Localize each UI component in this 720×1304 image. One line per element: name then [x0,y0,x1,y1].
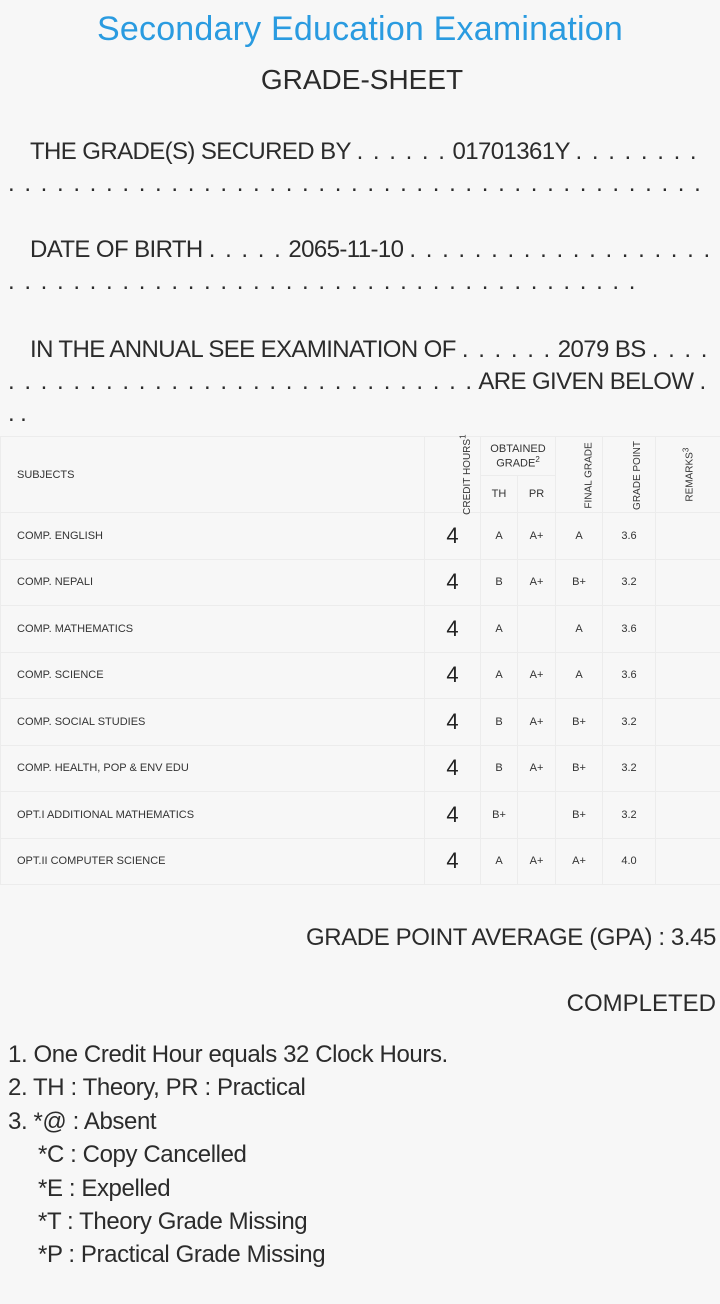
remarks-cell [656,606,720,653]
table-row [1,559,720,606]
credit-cell: 4 [425,513,481,560]
credit-cell: 4 [425,838,481,885]
subject-cell: COMP. MATHEMATICS [1,606,425,653]
grade-point-cell: 3.2 [603,699,656,746]
th-header: TH [481,476,518,513]
credit-cell: 4 [425,745,481,792]
gpa-summary: GRADE POINT AVERAGE (GPA) : 3.45 [306,924,716,951]
dob-label: DATE OF BIRTH [30,236,203,263]
pr-grade-cell [518,792,556,839]
exam-year: 2079 BS [557,336,646,363]
table-row [1,745,720,792]
table-row [1,606,720,653]
grade-point-cell: 3.2 [603,792,656,839]
subjects-header: SUBJECTS [1,437,425,513]
grades-table [0,436,720,885]
subject-cell: COMP. SOCIAL STUDIES [1,699,425,746]
pr-grade-cell: A+ [518,559,556,606]
pr-grade-cell: A+ [518,838,556,885]
pr-header: PR [518,476,556,513]
footnotes [8,1038,448,1272]
given-below: ARE GIVEN BELOW . . . [8,368,706,427]
pr-grade-cell: A+ [518,699,556,746]
final-grade-header: FINAL GRADE [556,437,603,513]
th-grade-cell: A [481,606,518,653]
th-grade-cell: B [481,745,518,792]
obtained-grade-header: OBTAINED GRADE$^2$ [481,437,556,476]
grade-point-cell: 3.6 [603,652,656,699]
subject-cell: COMP. NEPALI [1,559,425,606]
footnote-expelled: *E : Expelled [38,1174,171,1202]
final-grade-cell: B+ [556,745,603,792]
credit-cell: 4 [425,792,481,839]
table-row [1,652,720,699]
grade-point-cell: 3.2 [603,559,656,606]
final-grade-cell: A [556,513,603,560]
th-grade-cell: A [481,838,518,885]
exam-line: IN THE ANNUAL SEE EXAMINATION OF . . . . . . 2079 BS . . . . . . . . . . . . . . . . . . . . . . . . . . . . . . . . . ARE GIVEN BELOW . . . [8,336,709,427]
credit-cell: 4 [425,699,481,746]
dob-line: DATE OF BIRTH . . . . . 2065-11-10 . . . . . . . . . . . . . . . . . . . . . . . . . . . . . . . . . . . . . . . . . . . . . . . . . . . . . . . . . . [8,236,712,295]
secured-by-line: THE GRADE(S) SECURED BY . . . . . . 01701361Y . . . . . . . . . . . . . . . . . . . . . . . . . . . . . . . . . . . . . . . . . . . . . . . . . . . [8,138,703,197]
footnote-3: 3. *@ : Absent [8,1107,157,1135]
credit-cell: 4 [425,559,481,606]
remarks-cell [656,745,720,792]
th-grade-cell: B+ [481,792,518,839]
final-grade-cell: B+ [556,792,603,839]
final-grade-cell: B+ [556,699,603,746]
remarks-cell [656,838,720,885]
table-row [1,792,720,839]
th-grade-cell: A [481,652,518,699]
result-status: COMPLETED [566,990,716,1017]
subject-cell: OPT.II COMPUTER SCIENCE [1,838,425,885]
footnote-practical-missing: *P : Practical Grade Missing [38,1241,326,1269]
remarks-cell [656,513,720,560]
table-row [1,513,720,560]
footnote-theory-missing: *T : Theory Grade Missing [38,1207,308,1235]
pr-grade-cell: A+ [518,745,556,792]
credit-hours-header: CREDIT HOURS$^1$ [425,437,481,513]
final-grade-cell: A+ [556,838,603,885]
remarks-cell [656,652,720,699]
grade-point-header: GRADE POINT [603,437,656,513]
footnote-1: 1. One Credit Hour equals 32 Clock Hours. [8,1041,448,1068]
grade-sheet-heading: GRADE-SHEET [260,64,464,95]
pr-grade-cell [518,606,556,653]
remarks-cell [656,792,720,839]
pr-grade-cell: A+ [518,513,556,560]
remarks-cell [656,699,720,746]
footnote-2: 2. TH : Theory, PR : Practical [8,1074,306,1102]
th-grade-cell: A [481,513,518,560]
table-row [1,838,720,885]
credit-cell: 4 [425,606,481,653]
subject-cell: OPT.I ADDITIONAL MATHEMATICS [1,792,425,839]
exam-label: IN THE ANNUAL SEE EXAMINATION OF [30,336,456,363]
final-grade-cell: A [556,606,603,653]
subject-cell: COMP. ENGLISH [1,513,425,560]
table-row [1,699,720,746]
grade-point-cell: 3.6 [603,606,656,653]
th-grade-cell: B [481,699,518,746]
dob-value: 2065-11-10 [288,236,404,263]
subject-cell: COMP. SCIENCE [1,652,425,699]
final-grade-cell: B+ [556,559,603,606]
remarks-cell [656,559,720,606]
th-grade-cell: B [481,559,518,606]
grade-point-cell: 3.2 [603,745,656,792]
subject-cell: COMP. HEALTH, POP & ENV EDU [1,745,425,792]
grade-point-cell: 4.0 [603,838,656,885]
grade-point-cell: 3.6 [603,513,656,560]
secured-by-label: THE GRADE(S) SECURED BY [30,138,351,165]
exam-title: Secondary Education Examination [97,10,623,48]
symbol-number: 01701361Y [452,138,570,165]
remarks-header: REMARKS$^3$ [656,437,720,513]
pr-grade-cell: A+ [518,652,556,699]
footnote-copy-cancelled: *C : Copy Cancelled [38,1141,247,1169]
final-grade-cell: A [556,652,603,699]
credit-cell: 4 [425,652,481,699]
